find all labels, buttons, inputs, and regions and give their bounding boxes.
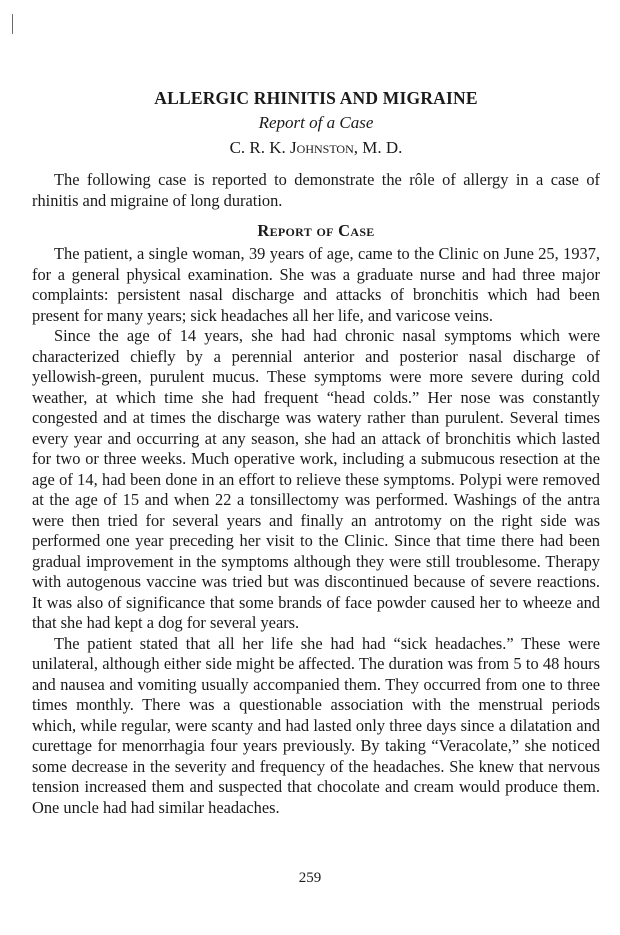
article-subtitle: Report of a Case bbox=[258, 113, 374, 132]
body-paragraph-2: Since the age of 14 years, she had had chronic nasal symptoms which were characterized chiefly by a perennial anterior and posterior nasal discharge of yellowish-green, purulent mucus. These symptoms were more severe during cold weather, at which time she had frequent “head colds.” Her nose was constantly congested and at times the discharge was watery rather than purulent. Several times every year and occurring at any season, she had an attack of bronchitis which lasted for two or three weeks. Much operative work, including a submucous resection at the age of 14, had been done in an effort to relieve these symptoms. Polypi were removed at the age of 15 and when 22 a tonsillectomy was performed. Washings of the antra were then tried for several years and finally an antrotomy on the right side was performed one year preceding her visit to the Clinic. Since that time there had been gradual improvement in the symptoms although they were still troublesome. Therapy with autogenous vaccine was tried but was discontinued because of severe reactions. It was also of significance that some brands of face powder caused her to wheeze and that she had kept a dog for several years. bbox=[32, 326, 600, 632]
margin-mark bbox=[12, 14, 13, 34]
page-number: 259 bbox=[298, 870, 322, 886]
author-degree: M. D. bbox=[362, 138, 403, 157]
author-line bbox=[32, 138, 600, 158]
section-heading: Report of Case bbox=[257, 221, 375, 240]
intro-paragraph: The following case is reported to demonstrate the rôle of allergy in a case of rhinitis and migraine of long duration. bbox=[32, 170, 600, 210]
body-paragraph-3: The patient stated that all her life she had had “sick headaches.” These were unilateral, although either side might be affected. The duration was from 5 to 48 hours and nausea and vomiting usually accompanied them. They occurred from one to three times monthly. There was a questionable association with the menstrual periods which, while regular, were scanty and had lasted only three days since a dilatation and curettage for menorrhagia four years previously. By taking “Veracolate,” she noticed some decrease in the severity and frequency of the headaches. She knew that nervous tension increased them and suspected that chocolate and cream would produce them. One uncle had had similar headaches. bbox=[32, 633, 600, 817]
page-body bbox=[32, 88, 600, 818]
author-initials: C. R. K. bbox=[229, 138, 286, 157]
article-title: ALLERGIC RHINITIS AND MIGRAINE bbox=[154, 88, 478, 108]
author-surname: Johnston, bbox=[290, 138, 359, 157]
body-paragraph-1: The patient, a single woman, 39 years of age, came to the Clinic on June 25, 1937, for a general physical examination. She was a graduate nurse and had three major complaints: persistent nasal discharge and attacks of bronchitis which had been present for many years; sick headaches all her life, and varicose veins. bbox=[32, 244, 600, 325]
